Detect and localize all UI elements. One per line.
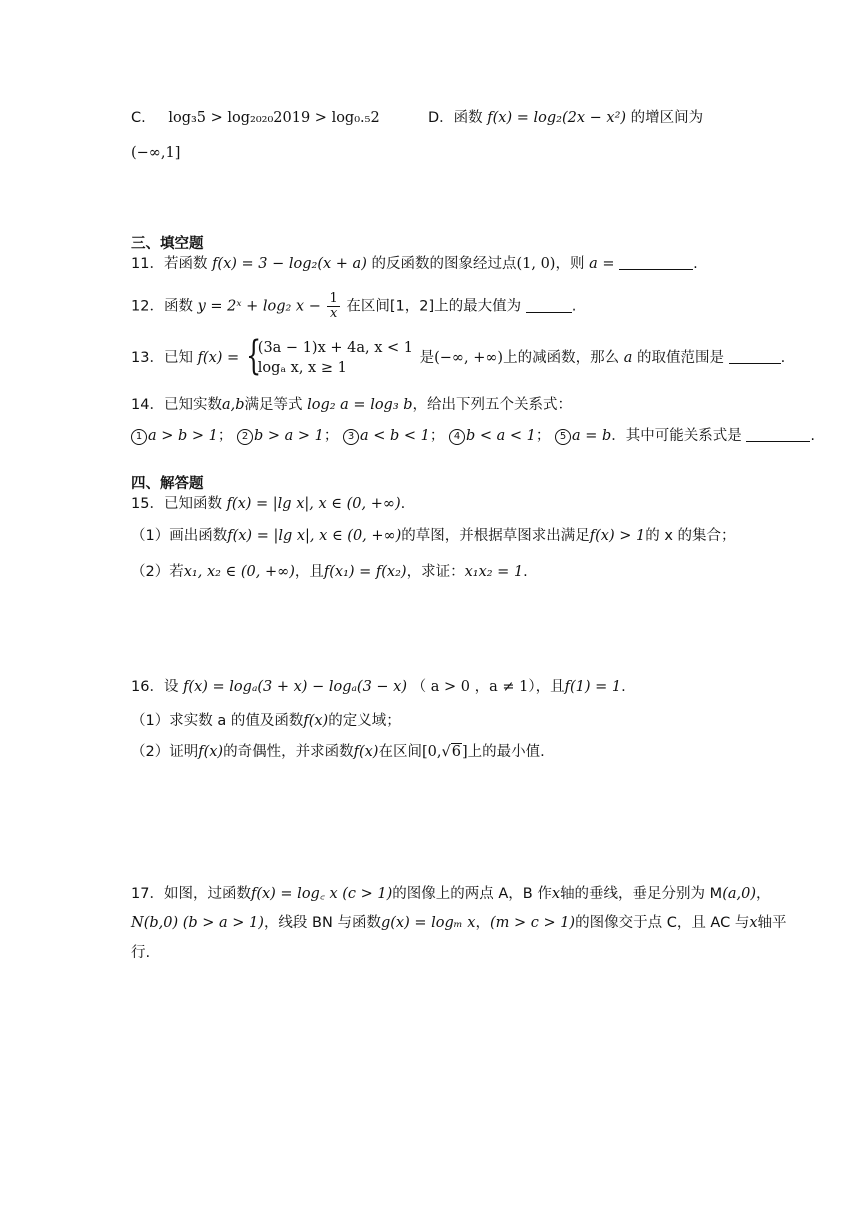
q15-end: .	[400, 496, 406, 512]
q17-point-n: N(b,0) (b > a > 1)	[131, 915, 264, 931]
question-13	[131, 333, 786, 379]
q16-value: f(1) = 1	[564, 679, 622, 695]
q16-p1-text-1: （1）求实数 a 的值及函数	[131, 713, 304, 729]
q14-separator: ；	[217, 428, 233, 444]
q16-interval-left: [0,	[421, 744, 442, 760]
q13-text-4: 的取值范围是	[636, 350, 724, 366]
q14-separator: ；	[429, 428, 445, 444]
circled-5-icon: 5	[555, 429, 571, 445]
question-15-part-2	[131, 562, 528, 582]
q13-interval: (−∞, +∞)	[434, 350, 504, 366]
question-17-line-1	[131, 884, 770, 904]
q14-separator: ；	[323, 428, 339, 444]
q11-point: (1, 0)	[516, 256, 556, 272]
question-16	[131, 677, 626, 697]
q17-text-1: 17．如图，过函数	[131, 886, 251, 902]
q11-text-3: ，则	[555, 256, 585, 272]
question-15-part-1	[131, 526, 736, 546]
q14-text-1: 已知实数	[163, 397, 222, 413]
q17-text-3: 轴的垂线，垂足分别为 M	[560, 886, 723, 902]
q11-answer-blank[interactable]	[619, 255, 693, 270]
q16-p2-text-3: 在区间	[378, 744, 422, 760]
option-c-math: log₃5 > log₂₀₂₀2019 > log₀.₅2	[168, 110, 380, 126]
q16-interval: [0,√6]	[421, 744, 468, 760]
q12-fraction-numerator: 1	[329, 291, 338, 306]
option-c	[131, 108, 380, 128]
q14-end: .	[810, 428, 816, 444]
q16-text-1: 设	[163, 679, 179, 695]
q14-answer-blank[interactable]	[746, 427, 810, 442]
q13-piece-row-2: logₐ x, x ≥ 1	[257, 360, 347, 376]
q15-p2-text-1: （2）若	[131, 564, 184, 580]
q13-piece-row-1: (3a − 1)x + 4a, x < 1	[257, 340, 413, 356]
q16-p2-function-2: f(x)	[353, 744, 379, 760]
q12-text-1: 函数	[163, 298, 193, 315]
circled-4-icon: 4	[449, 429, 465, 445]
q11-number: 11．	[131, 256, 164, 272]
q16-condition: （ a > 0 ，a ≠ 1）	[411, 679, 536, 695]
q13-number: 13．	[131, 350, 164, 366]
q13-function: f(x) =	[197, 350, 240, 366]
q17-x-axis-1: x	[551, 886, 561, 902]
q15-p1-inequality: f(x) > 1	[589, 528, 646, 544]
q14-text-4: ．其中可能关系式是	[611, 428, 742, 444]
q14-relation-1: a > b > 1	[148, 428, 218, 444]
q11-text-2: 的反函数的图象经过点	[371, 256, 517, 272]
q17-x-axis-2: x	[749, 915, 758, 931]
q14-equation: log₂ a = log₃ b	[307, 397, 413, 413]
q12-text-2: 在区间[1，2]上的最大值为	[346, 298, 522, 315]
q15-p1-text-1: （1）画出函数	[131, 528, 228, 544]
q11-end: .	[693, 256, 698, 272]
option-d-label: D．函数	[428, 110, 483, 126]
q11-variable: a =	[589, 256, 615, 272]
q16-text-2: ，且	[535, 679, 565, 695]
option-d	[428, 108, 703, 128]
q12-fraction	[327, 292, 339, 321]
q16-p2-text-1: （2）证明	[131, 744, 199, 760]
q14-number: 14．	[131, 397, 164, 413]
q12-number: 12．	[131, 298, 164, 315]
q12-answer-blank[interactable]	[526, 298, 572, 313]
circled-3-icon: 3	[343, 429, 359, 445]
q13-end: .	[780, 350, 786, 366]
q17-text-6: ，	[475, 915, 490, 931]
q13-text-3: 上的减函数，那么	[503, 350, 620, 366]
q16-interval-right: ]	[461, 744, 468, 760]
q16-interval-sqrt: 6	[451, 744, 461, 760]
q15-p1-text-3: 的 x 的集合；	[645, 528, 736, 544]
q15-number: 15．	[131, 496, 164, 512]
question-14-relations	[131, 426, 815, 446]
q15-p2-conclusion: x₁x₂ = 1	[464, 564, 524, 580]
q14-relation-5: a = b	[572, 428, 612, 444]
q16-p2-text-2: 的奇偶性，并求函数	[223, 744, 354, 760]
question-12	[131, 292, 576, 321]
q12-function: y = 2ˣ + log₂ x −	[197, 298, 321, 315]
option-d-suffix: 的增区间为	[630, 110, 704, 126]
q15-p1-function: f(x) = |lg x|, x ∈ (0, +∞)	[227, 528, 402, 544]
q15-p2-equality: f(x₁) = f(x₂)	[323, 564, 407, 580]
q17-text-4: ，	[755, 886, 771, 902]
question-16-part-2	[131, 742, 545, 762]
option-c-label: C.	[131, 110, 146, 126]
q16-end: .	[621, 679, 626, 695]
q11-text-1: 若函数	[163, 256, 208, 272]
q16-number: 16．	[131, 679, 164, 695]
q14-variables: a,b	[221, 397, 245, 413]
q14-relation-4: b < a < 1	[466, 428, 536, 444]
q13-variable: a	[623, 350, 633, 366]
question-11	[131, 254, 698, 274]
q15-p2-end: .	[523, 564, 528, 580]
q15-p2-domain: x₁, x₂ ∈ (0, +∞)	[183, 564, 295, 580]
q12-fraction-denominator: x	[329, 306, 338, 321]
q14-separator: ；	[535, 428, 551, 444]
q12-end: .	[571, 298, 577, 315]
q14-relation-2: b > a > 1	[254, 428, 324, 444]
q11-function: f(x) = 3 − log₂(x + a)	[212, 256, 367, 272]
q17-text-8: 轴平	[757, 915, 787, 931]
question-17-line-3: 行.	[131, 945, 151, 961]
circled-2-icon: 2	[237, 429, 253, 445]
question-16-part-1	[131, 711, 401, 731]
section-4-title: 四、解答题	[131, 476, 204, 492]
q16-function: f(x) = logₐ(3 + x) − logₐ(3 − x)	[183, 679, 408, 695]
q17-function-f: f(x) = log꜀ x (c > 1)	[250, 886, 393, 902]
q13-text-1: 已知	[163, 350, 193, 366]
section-3-title: 三、填空题	[131, 236, 204, 252]
q17-point-m: (a,0)	[722, 886, 756, 902]
q17-function-g: g(x) = logₘ x	[380, 915, 476, 931]
q16-p2-function: f(x)	[198, 744, 224, 760]
q17-text-2: 的图像上的两点 A，B 作	[392, 886, 552, 902]
q14-relation-3: a < b < 1	[360, 428, 430, 444]
q17-condition: (m > c > 1)	[489, 915, 576, 931]
q17-text-7: 的图像交于点 C，且 AC 与	[575, 915, 750, 931]
q13-text-2: 是	[419, 350, 435, 366]
option-d-interval: (−∞,1]	[131, 145, 181, 161]
question-14	[131, 395, 572, 415]
q14-text-3: ，给出下列五个关系式：	[412, 397, 573, 413]
q13-brace: {	[245, 333, 262, 379]
q15-p1-text-2: 的草图，并根据草图求出满足	[401, 528, 590, 544]
q17-text-5: ，线段 BN 与函数	[263, 915, 381, 931]
q15-p2-text-3: ，求证：	[406, 564, 465, 580]
q16-p1-function: f(x)	[303, 713, 329, 729]
q13-piecewise	[245, 333, 413, 379]
q15-text-1: 已知函数	[163, 496, 222, 512]
q15-function: f(x) = |lg x|, x ∈ (0, +∞)	[226, 496, 401, 512]
q13-answer-blank[interactable]	[729, 349, 781, 364]
question-15	[131, 494, 405, 514]
q14-text-2: 满足等式	[244, 397, 303, 413]
option-d-function: f(x) = log₂(2x − x²)	[487, 110, 627, 126]
circled-1-icon: 1	[131, 429, 147, 445]
q16-p1-text-2: 的定义域；	[328, 713, 401, 729]
question-17-line-2	[131, 913, 787, 933]
q16-p2-text-4: 上的最小值.	[467, 744, 545, 760]
q15-p2-text-2: ，且	[294, 564, 324, 580]
